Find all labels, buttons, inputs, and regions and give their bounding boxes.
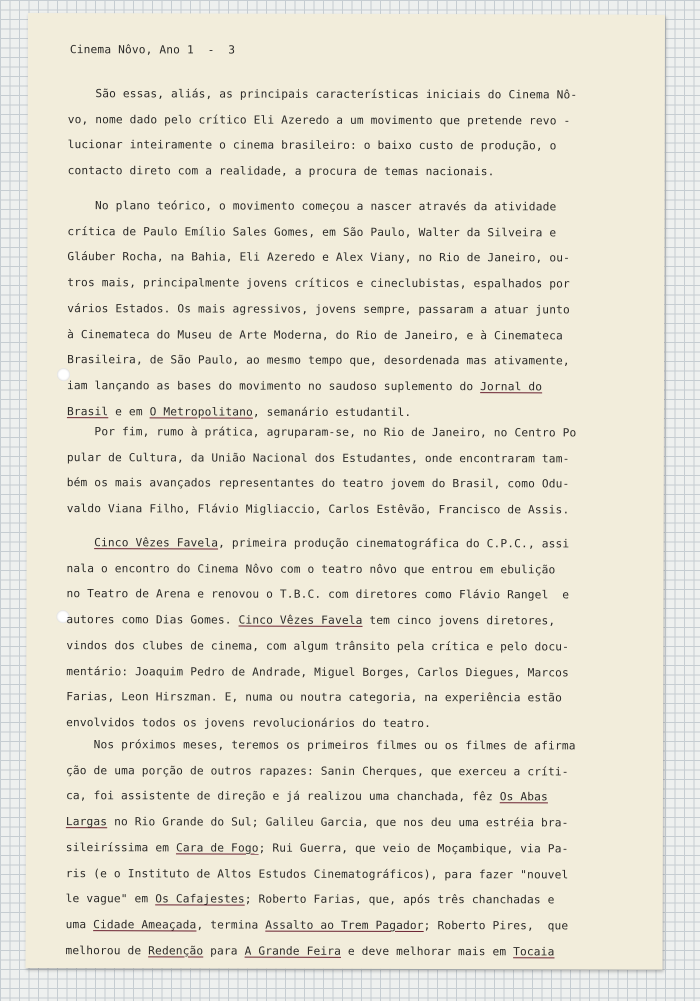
text-line [66, 815, 569, 830]
text-run: uma [65, 917, 94, 932]
text-line [66, 613, 555, 628]
text-run: e deve melhorar mais em [340, 944, 514, 958]
text-line [68, 113, 571, 128]
text-line [67, 328, 563, 343]
text-line [66, 918, 569, 933]
text-line [67, 476, 570, 491]
text-run [67, 536, 95, 549]
underlined-title: Os Abas [499, 790, 548, 804]
text-run: no Teatro de Arena e renovou o T.B.C. com diretores como Flávio Rangel e [66, 587, 570, 602]
underlined-title: Cinco Vêzes Favela [238, 613, 363, 627]
text-line [66, 716, 431, 731]
text-run: mentário: Joaquim Pedro de Andrade, Miguel Borges, Carlos Diegues, Marcos [66, 664, 569, 679]
underlined-title: Cinco Vêzes Favela [94, 536, 219, 550]
text-line [66, 892, 555, 907]
text-run: No plano teórico, o movimento começou a nascer através da atividade [67, 199, 557, 214]
text-line [67, 502, 570, 517]
text-run: ; Rui Guerra, que veio de Moçambique, via Pa- [258, 841, 569, 856]
text-line [66, 867, 569, 882]
text-run: vindos dos clubes de cinema, com algum trânsito pela crítica e pelo docu- [66, 638, 570, 654]
text-run: nala o encontro do Cinema Nôvo com o teatro nôvo que entrou em ebulição [66, 561, 556, 577]
text-line [66, 639, 569, 654]
text-run: pular de Cultura, da União Nacional dos Estudantes, onde encontraram tam- [66, 450, 570, 466]
text-run: autores como Dias Gomes. [66, 613, 239, 627]
text-line [67, 199, 556, 214]
text-line [66, 587, 569, 602]
text-run: , termina [196, 918, 266, 932]
text-line [67, 562, 556, 577]
text-run: tem cinco jovens diretores, [362, 613, 556, 628]
underlined-title: Cidade Ameaçada [93, 918, 197, 932]
text-line [67, 379, 542, 394]
text-run: à Cinemateca do Museu de Arte Moderna, do Rio de Janeiro, e à Cinemateca [67, 327, 563, 342]
text-run: Brasileira, de São Paulo, ao mesmo tempo que, desordenada mas ativamente, [67, 353, 570, 368]
text-line [67, 276, 570, 291]
text-run: Gláuber Rocha, na Bahia, Eli Azeredo e Alex Viany, no Rio de Janeiro, ou- [67, 250, 571, 265]
text-line [67, 536, 570, 551]
text-run: lucionar inteiramente o cinema brasileiro: o baixo custo de produção, o [67, 138, 557, 153]
typed-text-area [25, 13, 664, 970]
text-line [66, 690, 562, 705]
text-run: e em [108, 404, 150, 418]
text-run: para [203, 944, 245, 958]
text-run: vários Estados. Os mais agressivos, jovens sempre, passaram a atuar junto [67, 301, 570, 317]
text-run: Por fim, rumo à prática, agruparam-se, no Rio de Janeiro, no Centro Po [66, 425, 577, 440]
text-run: Farias, Leon Hirszman. E, numa ou noutra categoria, na experiência estão [66, 690, 562, 705]
text-run: crítica de Paulo Emílio Sales Gomes, em São Paulo, Walter da Silveira e [67, 224, 557, 240]
text-line [67, 451, 570, 466]
text-line [66, 944, 555, 959]
text-line [66, 841, 569, 856]
text-run: bém os mais avançados representantes do teatro jovem do Brasil, como Odu- [66, 476, 570, 491]
underlined-title: Redenção [148, 943, 204, 958]
text-line [67, 425, 577, 440]
text-run: contacto direto com a realidade, a procura de temas nacionais. [67, 164, 495, 179]
text-run: Nos próximos meses, teremos os primeiros filmes ou os filmes de afirma [66, 738, 576, 753]
underlined-title: Os Cafajestes [155, 892, 245, 906]
text-run: , primeira produção cinematográfica do C.P.C., assi [218, 536, 570, 551]
text-run: ris (e o Instituto de Altos Estudos Cinematográficos), para fazer "nouvel [65, 866, 569, 881]
text-run: ; Roberto Farias, que, após três chanchadas e [244, 892, 555, 907]
underlined-title: Brasil [66, 404, 109, 418]
text-run: ca, foi assistente de direção e já realizou uma chanchada, fêz [65, 789, 500, 804]
text-run: envolvidos todos os jovens revolucionários do teatro. [66, 715, 432, 730]
text-line [67, 353, 570, 368]
text-line [66, 789, 548, 804]
text-line [67, 250, 570, 265]
underlined-title: Cara de Fogo [175, 841, 259, 855]
typed-page [25, 13, 664, 970]
text-run: sileiríssima em [65, 840, 177, 855]
underlined-title: Largas [65, 815, 108, 829]
page-header: Cinema Nôvo, Ano 1 - 3 [69, 43, 236, 57]
text-line [66, 738, 576, 753]
text-line [68, 138, 557, 153]
text-run: vo, nome dado pelo crítico Eli Azeredo a um movimento que pretende revo - [67, 112, 571, 128]
text-run: tros mais, principalmente jovens críticos e cineclubistas, espalhados por [67, 276, 570, 291]
text-line [68, 164, 495, 179]
text-run: ção de uma porção de outros rapazes: Sanin Cherques, que exerceu a críti- [66, 763, 569, 779]
underlined-title: A Grande Feira [244, 944, 342, 958]
text-run: São essas, aliás, as principais características iniciais do Cinema Nô- [67, 87, 578, 102]
underlined-title: O Metropolitano [149, 404, 253, 419]
text-line [67, 302, 570, 317]
text-line [67, 225, 556, 240]
text-run: , semanário estudantil. [252, 405, 412, 419]
text-line [66, 665, 569, 680]
underlined-title: Tocaia [513, 944, 555, 958]
text-run: melhorou de [65, 943, 149, 957]
underlined-title: Jornal do [480, 380, 543, 394]
text-run: no Rio Grande do Sul; Galileu Garcia, que nos deu uma estréia bra- [107, 815, 569, 830]
underlined-title: Assalto ao Trem Pagador [265, 918, 424, 932]
text-run: valdo Viana Filho, Flávio Migliaccio, Carlos Estêvão, Francisco de Assis. [66, 502, 570, 517]
text-line [67, 405, 411, 420]
text-run: iam lançando as bases do movimento no saudoso suplemento do [67, 378, 481, 394]
text-run: ; Roberto Pires, que [423, 918, 569, 933]
text-line [68, 87, 578, 102]
text-run: le vague" em [65, 892, 156, 906]
text-line [66, 764, 569, 779]
